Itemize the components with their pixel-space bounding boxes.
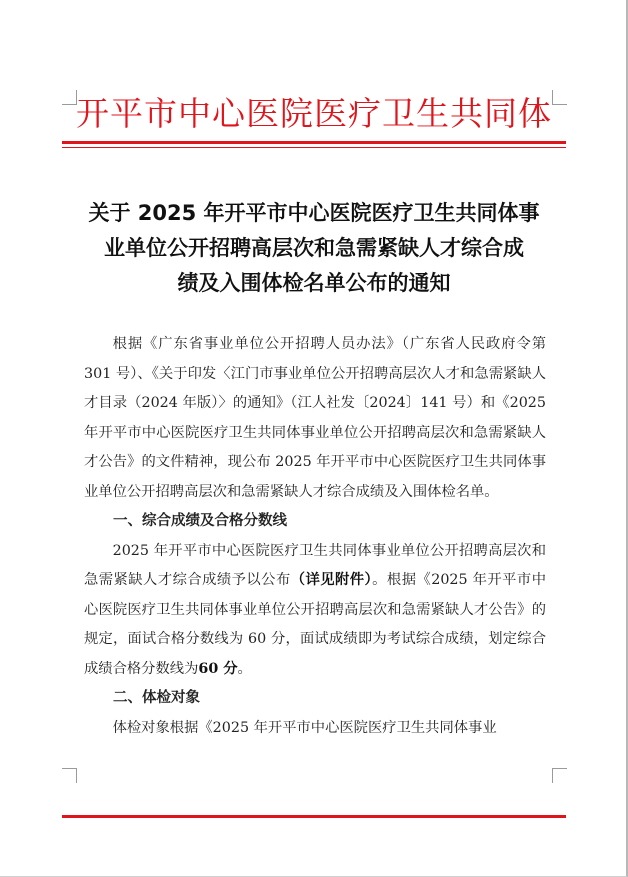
footer-red-rule (62, 815, 566, 818)
document-title-line-2: 业单位公开招聘高层次和急需紧缺人才综合成 (104, 236, 524, 260)
intro-paragraph: 根据《广东省事业单位公开招聘人员办法》（广东省人民政府令第 301 号）、《关于印发〈江门市事业单位公开招聘高层次人才和急需紧缺人才目录（2024 年版）〉的通知》（江人社发〔2024〕141 号）和《2025 年开平市中心医院医疗卫生共同体事业单位公开招聘高层次和急需紧缺人才公告》的文件精神，现公布 2025 年开平市中心医院医疗卫生共同体事业单位公开招聘高层次和急需紧缺人才综合成绩及入围体检名单。 (84, 336, 546, 500)
section-2-heading: 二、体检对象 (113, 690, 200, 706)
document-title-line-3: 绩及入围体检名单公布的通知 (177, 271, 451, 295)
section-1-text-b: 。根据《2025 年开平市中心医院医疗卫生共同体事业单位公开招聘高层次和急需紧缺人才公告》的规定，面试合格分数线为 60 分，面试成绩即为考试综合成绩，划定综合成绩合格分数线为 (84, 572, 546, 677)
section-2-paragraph: 体检对象根据《2025 年开平市中心医院医疗卫生共同体事业 (112, 719, 497, 736)
document-title (70, 196, 558, 301)
section-1-text-a: 2025 年开平市中心医院医疗卫生共同体事业单位公开招聘高层次和急需紧缺人才综合成绩予以公布 (84, 542, 546, 588)
crop-mark-bottom-right (552, 768, 567, 783)
section-1-text-c: 。 (237, 660, 252, 677)
letterhead-red-rule-thin (62, 147, 566, 148)
passing-score: 60 分 (198, 660, 238, 677)
attachment-note: （详见附件） (290, 572, 373, 588)
document-body (84, 330, 546, 743)
letterhead-red-rule-thick (62, 141, 566, 144)
section-1-paragraph (84, 537, 546, 685)
document-title-line-1: 关于 2025 年开平市中心医院医疗卫生共同体事 (88, 201, 540, 225)
letterhead-org-name: 开平市中心医院医疗卫生共同体 (76, 94, 552, 133)
crop-mark-bottom-left (62, 768, 77, 783)
section-1-heading: 一、综合成绩及合格分数线 (113, 513, 287, 529)
